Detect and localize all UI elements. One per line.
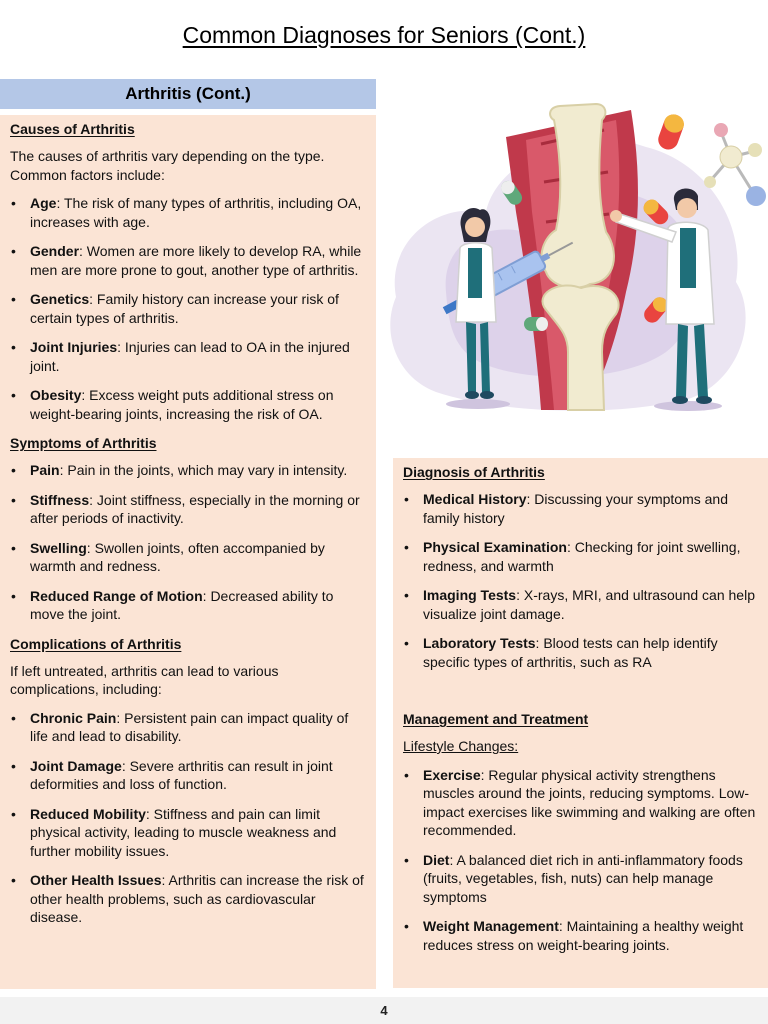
item-term: Other Health Issues	[30, 872, 162, 888]
list-item	[403, 490, 758, 527]
item-text: : Persistent pain can impact quality of life and lead to disability.	[30, 709, 349, 744]
complications-intro: If left untreated, arthritis can lead to various complications, including:	[10, 662, 279, 697]
causes-list	[10, 194, 366, 423]
item-term: Chronic Pain	[30, 709, 117, 726]
item-term: Reduced Range of Motion	[30, 587, 203, 604]
knee-joint-doctors-illustration	[376, 92, 768, 422]
item-text: : X-rays, MRI, and ultrasound can help visualize joint damage.	[423, 587, 755, 622]
list-item	[10, 871, 366, 927]
item-text: : The risk of many types of arthritis, including OA, increases with age.	[30, 195, 362, 230]
section-header: Arthritis (Cont.)	[0, 79, 376, 109]
item-text: : Joint stiffness, especially in the morning or after periods of inactivity.	[30, 491, 360, 526]
diagnosis-list	[403, 490, 758, 671]
list-item	[10, 290, 366, 327]
item-text: : Severe arthritis can result in joint deformities and loss of function.	[30, 757, 333, 792]
item-text: : Excess weight puts additional stress on weight-bearing joints, increasing the risk of OA.	[30, 387, 334, 422]
item-text: : Decreased ability to move the joint.	[30, 587, 334, 622]
item-term: Joint Damage	[30, 757, 122, 774]
management-heading: Management and Treatment	[403, 711, 589, 727]
item-term: Physical Examination	[423, 539, 567, 555]
item-term: Gender	[30, 243, 80, 259]
complications-heading: Complications of Arthritis	[10, 635, 182, 652]
right-content-panel	[393, 458, 768, 988]
list-item	[403, 917, 758, 954]
item-term: Genetics	[30, 291, 90, 307]
list-item	[10, 539, 366, 576]
list-item	[10, 386, 366, 423]
list-item	[403, 851, 758, 907]
item-text: : Discussing your symptoms and family history	[423, 491, 729, 526]
list-item	[403, 538, 758, 575]
item-term: Swelling	[30, 539, 87, 556]
list-item	[10, 709, 366, 746]
item-term: Stiffness	[30, 491, 90, 508]
list-item	[10, 491, 366, 528]
item-text: : Swollen joints, often accompanied by warmth and redness.	[30, 539, 325, 574]
causes-intro: The causes of arthritis vary depending on the type. Common factors include:	[10, 148, 325, 183]
item-term: Exercise	[423, 766, 481, 783]
item-text: : Maintaining a healthy weight reduces stress on weight-bearing joints.	[423, 918, 744, 953]
item-term: Imaging Tests	[423, 587, 517, 603]
item-text: : A balanced diet rich in anti-inflammatory foods (fruits, vegetables, fish, nuts) can help manage symptoms	[423, 851, 743, 905]
list-item	[10, 805, 366, 861]
item-text: : Arthritis can increase the risk of other health problems, such as cardiovascular disease.	[30, 872, 364, 925]
item-term: Reduced Mobility	[30, 805, 146, 822]
item-term: Obesity	[30, 387, 82, 403]
list-item	[10, 757, 366, 794]
causes-heading: Causes of Arthritis	[10, 121, 135, 137]
item-term: Laboratory Tests	[423, 635, 536, 651]
lifestyle-subheading: Lifestyle Changes:	[403, 738, 519, 754]
item-term: Joint Injuries	[30, 339, 118, 355]
page-number: 4	[0, 997, 768, 1024]
item-text: : Blood tests can help identify specific types of arthritis, such as RA	[423, 635, 718, 670]
item-term: Age	[30, 195, 57, 211]
symptoms-heading: Symptoms of Arthritis	[10, 435, 157, 451]
item-text: : Regular physical activity strengthens muscles around the joints, reducing symptoms. Low-impact exercises like swimming and walking are often recommended.	[423, 766, 756, 838]
item-term: Diet	[423, 851, 450, 868]
list-item	[10, 194, 366, 231]
item-text: : Women are more likely to develop RA, while men are more prone to gout, another type of arthritis.	[30, 243, 362, 278]
list-item	[10, 242, 366, 279]
item-term: Weight Management	[423, 918, 559, 934]
list-item	[403, 586, 758, 623]
management-list	[403, 766, 758, 955]
item-term: Pain	[30, 462, 60, 478]
list-item	[10, 587, 366, 624]
item-text: : Injuries can lead to OA in the injured joint.	[30, 339, 350, 374]
page-title: Common Diagnoses for Seniors (Cont.)	[182, 22, 586, 48]
list-item	[403, 634, 758, 671]
item-text: : Pain in the joints, which may vary in intensity.	[59, 462, 348, 478]
list-item	[403, 766, 758, 840]
item-text: : Checking for joint swelling, redness, and warmth	[423, 539, 741, 574]
symptoms-list	[10, 461, 366, 624]
list-item	[10, 461, 366, 480]
diagnosis-heading: Diagnosis of Arthritis	[403, 464, 545, 480]
item-term: Medical History	[423, 491, 527, 507]
complications-list	[10, 709, 366, 927]
item-text: : Stiffness and pain can limit physical activity, leading to muscle weakness and further mobility issues.	[30, 805, 337, 859]
item-text: : Family history can increase your risk of certain types of arthritis.	[30, 291, 339, 326]
list-item	[10, 338, 366, 375]
left-content-panel	[0, 115, 376, 989]
